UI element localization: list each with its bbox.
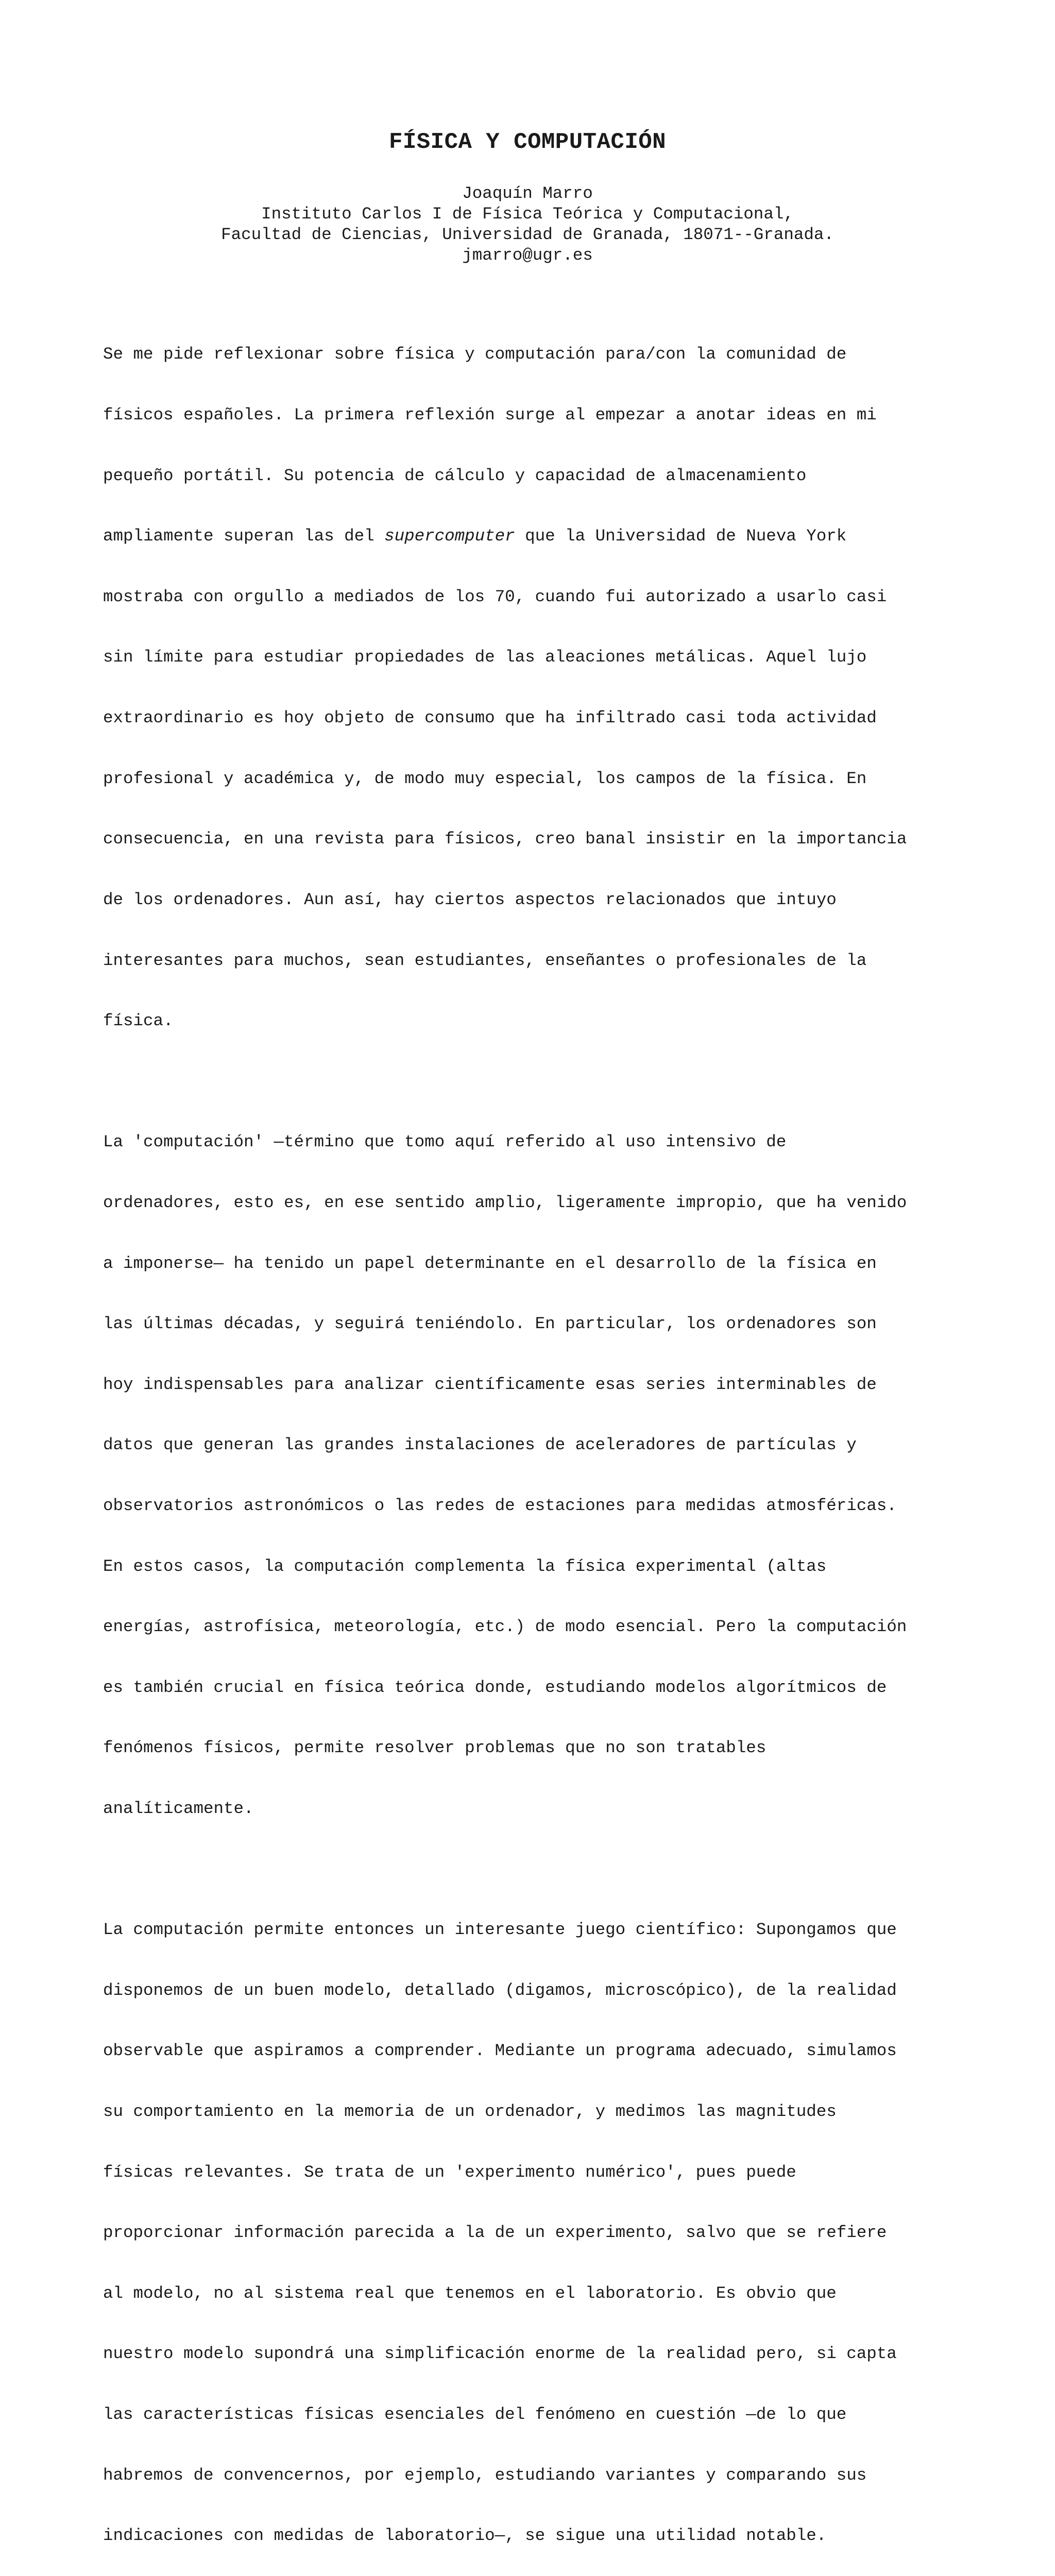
text-line: mostraba con orgullo a mediados de los 70, cuando fui autorizado a usarlo casi <box>103 587 887 606</box>
author-block <box>0 183 1055 266</box>
text-line: nuestro modelo supondrá una simplificación enorme de la realidad pero, si capta <box>103 2344 897 2364</box>
affiliation-line-1: Instituto Carlos I de Física Teórica y Computacional, <box>261 205 794 224</box>
text-line: La 'computación' —término que tomo aquí referido al uso intensivo de <box>103 1132 787 1152</box>
text-line: interesantes para muchos, sean estudiantes, enseñantes o profesionales de la <box>103 951 867 970</box>
text-line: proporcionar información parecida a la de un experimento, salvo que se refiere <box>103 2223 887 2243</box>
paragraph-2 <box>103 1092 974 1859</box>
text-line: las últimas décadas, y seguirá teniéndolo. En particular, los ordenadores son <box>103 1314 877 1334</box>
text-segment: que la Universidad de Nueva York <box>515 527 847 546</box>
text-line: observatorios astronómicos o las redes de estaciones para medidas atmosféricas. <box>103 1496 897 1515</box>
body-text <box>103 304 974 2576</box>
text-line: En estos casos, la computación complementa la física experimental (altas <box>103 1556 827 1576</box>
text-line-mixed <box>103 526 974 546</box>
text-line: las características físicas esenciales del fenómeno en cuestión —de lo que <box>103 2405 847 2425</box>
text-line: disponemos de un buen modelo, detallado (digamos, microscópico), de la realidad <box>103 1980 897 2000</box>
text-line: datos que generan las grandes instalaciones de aceleradores de partículas y <box>103 1435 857 1455</box>
text-line: pequeño portátil. Su potencia de cálculo y capacidad de almacenamiento <box>103 466 807 485</box>
text-line: es también crucial en física teórica donde, estudiando modelos algorítmicos de <box>103 1677 887 1697</box>
author-name: Joaquín Marro <box>462 184 593 203</box>
document-title: FÍSICA Y COMPUTACIÓN <box>388 129 667 155</box>
paragraph-1 <box>103 304 974 1072</box>
italic-term: supercomputer <box>384 527 515 546</box>
text-line: físicas relevantes. Se trata de un 'experimento numérico', pues puede <box>103 2162 796 2182</box>
text-segment: ampliamente superan las del <box>103 527 385 546</box>
text-line: ordenadores, esto es, en ese sentido amplio, ligeramente impropio, que ha venido <box>103 1193 907 1212</box>
text-line: energías, astrofísica, meteorología, etc.) de modo esencial. Pero la computación <box>103 1617 907 1637</box>
text-line: extraordinario es hoy objeto de consumo que ha infiltrado casi toda actividad <box>103 708 877 728</box>
text-line: su comportamiento en la memoria de un ordenador, y medimos las magnitudes <box>103 2102 837 2122</box>
text-line: de los ordenadores. Aun así, hay ciertos aspectos relacionados que intuyo <box>103 890 837 909</box>
text-line: físicos españoles. La primera reflexión surge al empezar a anotar ideas en mi <box>103 405 877 425</box>
author-email: jmarro@ugr.es <box>462 246 593 265</box>
text-line: sin límite para estudiar propiedades de las aleaciones metálicas. Aquel lujo <box>103 648 867 667</box>
text-line: observable que aspiramos a comprender. Mediante un programa adecuado, simulamos <box>103 2041 897 2061</box>
text-line: física. <box>103 1011 174 1031</box>
text-line: indicaciones con medidas de laboratorio—, se sigue una utilidad notable. <box>103 2526 827 2546</box>
text-line: fenómenos físicos, permite resolver problemas que no son tratables <box>103 1738 767 1758</box>
text-line: a imponerse— ha tenido un papel determinante en el desarrollo de la física en <box>103 1253 877 1273</box>
affiliation-line-2: Facultad de Ciencias, Universidad de Granada, 18071--Granada. <box>221 225 834 244</box>
text-line: profesional y académica y, de modo muy especial, los campos de la física. En <box>103 769 867 788</box>
text-line: hoy indispensables para analizar científicamente esas series interminables de <box>103 1375 877 1394</box>
text-line: Se me pide reflexionar sobre física y computación para/con la comunidad de <box>103 345 847 364</box>
text-line: al modelo, no al sistema real que tenemos en el laboratorio. Es obvio que <box>103 2283 837 2303</box>
paragraph-3 <box>103 1879 974 2576</box>
text-line: analíticamente. <box>103 1799 254 1819</box>
text-line: La computación permite entonces un interesante juego científico: Supongamos que <box>103 1920 897 1940</box>
text-line: habremos de convencernos, por ejemplo, estudiando variantes y comparando sus <box>103 2465 867 2485</box>
text-line: consecuencia, en una revista para físicos, creo banal insistir en la importancia <box>103 829 907 849</box>
